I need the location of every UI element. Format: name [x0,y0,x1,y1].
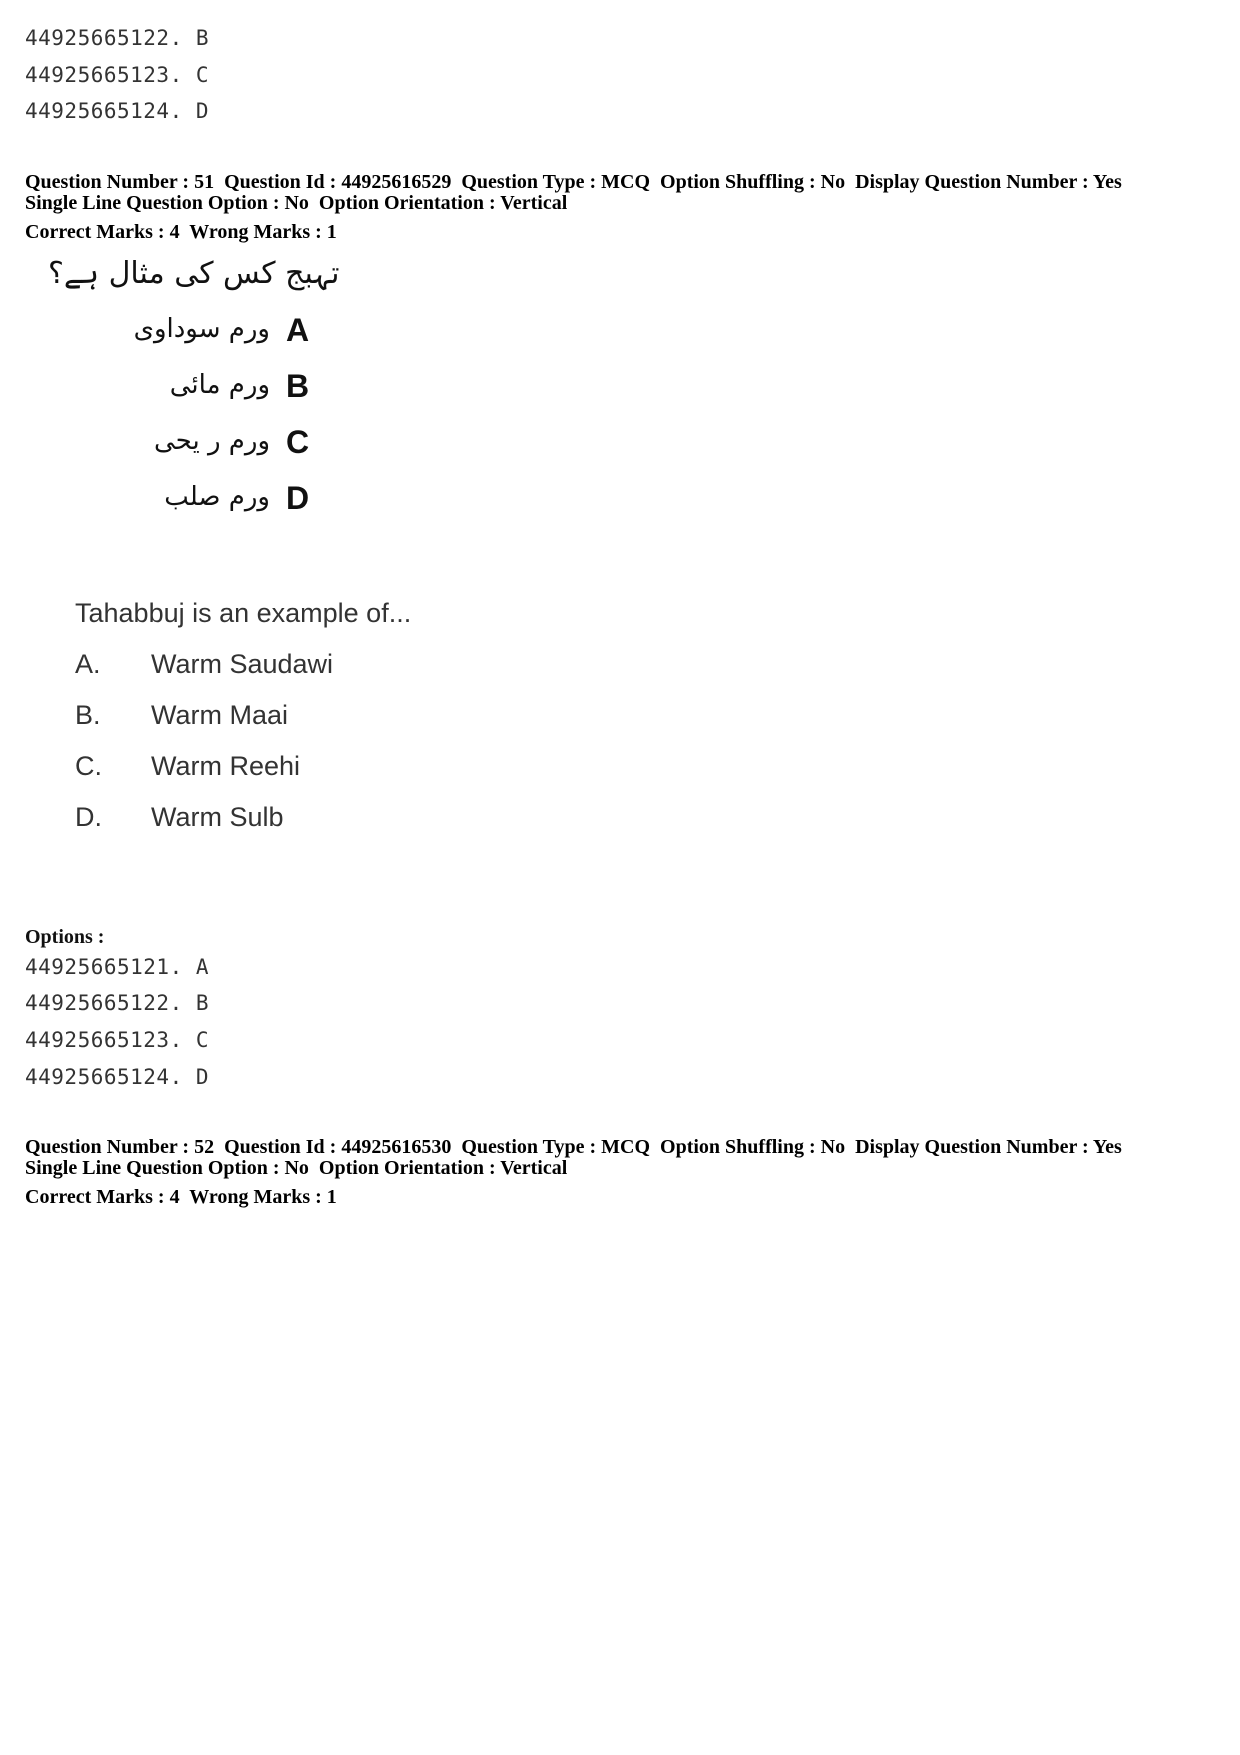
urdu-option-text: ورم مائی [169,370,270,400]
option-line: 44925665123. C [25,63,210,87]
option-line: 44925665123. C [25,1028,210,1052]
option-line: 44925665122. B [25,26,210,50]
option-line: 44925665122. B [25,991,210,1015]
question-meta-line2: Single Line Question Option : No Option Orientation : Vertical [25,192,568,214]
english-option [75,649,333,680]
english-option-text: Warm Sulb [151,802,284,832]
question-marks: Correct Marks : 4 Wrong Marks : 1 [25,221,337,243]
english-option-text: Warm Saudawi [151,649,334,679]
english-option-text: Warm Reehi [151,751,301,781]
option-line: 44925665124. D [25,1065,210,1089]
english-option-text: Warm Maai [151,700,289,730]
english-question-text: Tahabbuj is an example of... [75,598,412,628]
english-option [75,802,284,833]
urdu-option-letter: D [286,480,310,516]
urdu-question-text: تہبج کس کی مثال ہے؟ [48,256,340,291]
urdu-question-image [50,252,360,538]
option-line: 44925665124. D [25,99,210,123]
english-option [75,700,288,731]
question-meta-line1: Question Number : 51 Question Id : 44925616529 Question Type : MCQ Option Shuffling : No Display Question Number : Yes [25,171,1122,193]
question-meta-line1: Question Number : 52 Question Id : 44925616530 Question Type : MCQ Option Shuffling : No Display Question Number : Yes [25,1136,1122,1158]
english-option-letter: B. [75,700,101,730]
english-option [75,751,300,782]
english-option-letter: A. [75,649,101,679]
urdu-option-text: ورم ر یحی [154,426,270,456]
urdu-option-letter: A [286,312,310,348]
question-meta-line2: Single Line Question Option : No Option Orientation : Vertical [25,1157,568,1179]
english-option-letter: D. [75,802,102,832]
options-heading: Options : [25,926,105,948]
urdu-option-text: ورم سوداوی [133,314,270,344]
english-option-letter: C. [75,751,102,781]
question-marks: Correct Marks : 4 Wrong Marks : 1 [25,1186,337,1208]
option-line: 44925665121. A [25,955,210,979]
urdu-option-letter: B [286,368,310,404]
urdu-option-letter: C [286,424,310,460]
urdu-option-text: ورم صلب [164,482,270,512]
